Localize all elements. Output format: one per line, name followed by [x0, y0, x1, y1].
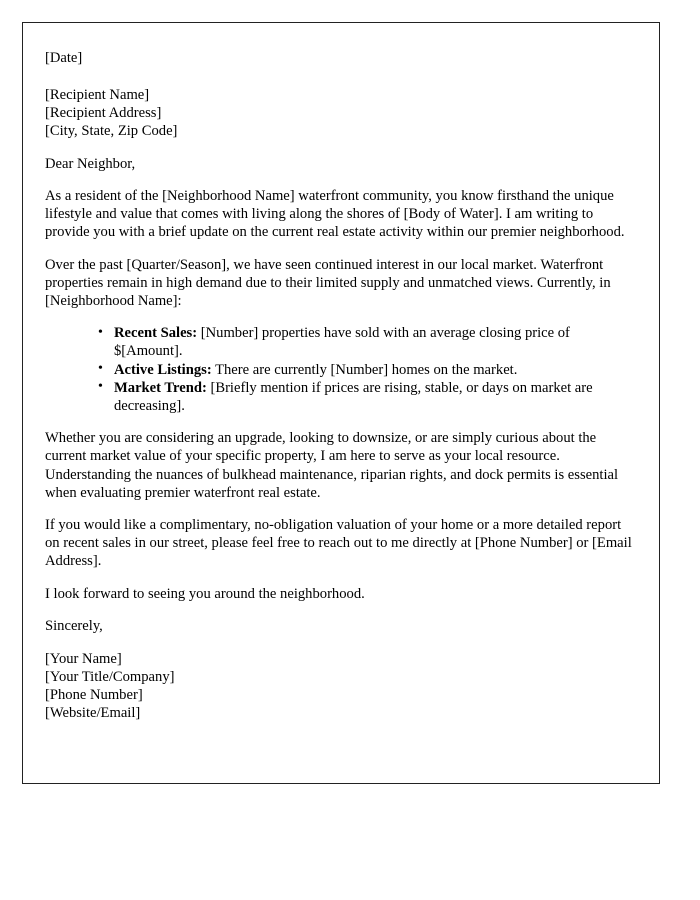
signature-block [45, 650, 635, 722]
recipient-name: [Recipient Name] [45, 87, 150, 103]
body-paragraph-5: I look forward to seeing you around the neighborhood. [45, 585, 365, 602]
body-paragraph-1: As a resident of the [Neighborhood Name] waterfront community, you know firsthand the unique lifestyle and value that comes with living along the shores of [Body of Water]. I am writing to provide you with a brief update on the current real estate activity within our premier neighborhood. [45, 188, 625, 241]
letter-page [22, 22, 660, 784]
bullet-text-recent-sales: [Number] properties have sold with an average closing price of $[Amount]. [114, 325, 570, 360]
signature-website-email: [Website/Email] [45, 704, 141, 721]
date-placeholder: [Date] [45, 50, 83, 66]
signature-your-name: [Your Name] [45, 650, 122, 667]
spacer-before-valediction [45, 603, 635, 617]
bullet-text-market-trend: [Briefly mention if prices are rising, stable, or days on market are decreasing]. [114, 379, 593, 415]
bullet-text-active-listings: There are currently [Number] homes on the market. [211, 361, 518, 378]
recipient-address-block [45, 86, 635, 140]
list-item [98, 361, 635, 379]
spacer-after-bullets [45, 415, 635, 429]
signature-phone-number: [Phone Number] [45, 686, 143, 703]
spacer-after-date [45, 67, 635, 86]
body-paragraph-4: If you would like a complimentary, no-obligation valuation of your home or a more detailed report on recent sales in our street, please feel free to reach out to me directly at [Phone Number] or [Email Address]. [45, 517, 632, 570]
bullet-label-active-listings: Active Listings: [114, 361, 212, 378]
list-item [98, 324, 635, 360]
bullet-label-recent-sales: Recent Sales: [114, 325, 198, 342]
list-item [98, 379, 635, 415]
spacer-after-address [45, 140, 635, 155]
bullet-label-market-trend: Market Trend: [114, 379, 207, 396]
valediction: Sincerely, [45, 617, 103, 634]
market-highlights-list [45, 324, 635, 415]
letter-content [23, 23, 659, 722]
spacer-after-paragraph-4 [45, 571, 635, 585]
salutation: Dear Neighbor, [45, 156, 136, 172]
spacer-after-paragraph-1 [45, 242, 635, 256]
spacer-after-paragraph-3 [45, 502, 635, 516]
spacer-before-signature [45, 635, 635, 650]
body-paragraph-2: Over the past [Quarter/Season], we have seen continued interest in our local market. Waterfront properties remain in high demand due to their limited supply and unmatched views. Currently, in [Neighborhood Name]: [45, 256, 611, 310]
recipient-city-state-zip: [City, State, Zip Code] [45, 123, 178, 139]
body-paragraph-3: Whether you are considering an upgrade, looking to downsize, or are simply curious about the current market value of your specific property, I am here to serve as your local resource. Understanding the nuances of bulkhead maintenance, riparian rights, and dock permits is essential when evaluating premier waterfront real estate. [45, 430, 619, 501]
spacer-after-salutation [45, 173, 635, 187]
spacer-before-bullets [45, 310, 635, 324]
recipient-address: [Recipient Address] [45, 105, 162, 121]
signature-title-company: [Your Title/Company] [45, 668, 175, 685]
